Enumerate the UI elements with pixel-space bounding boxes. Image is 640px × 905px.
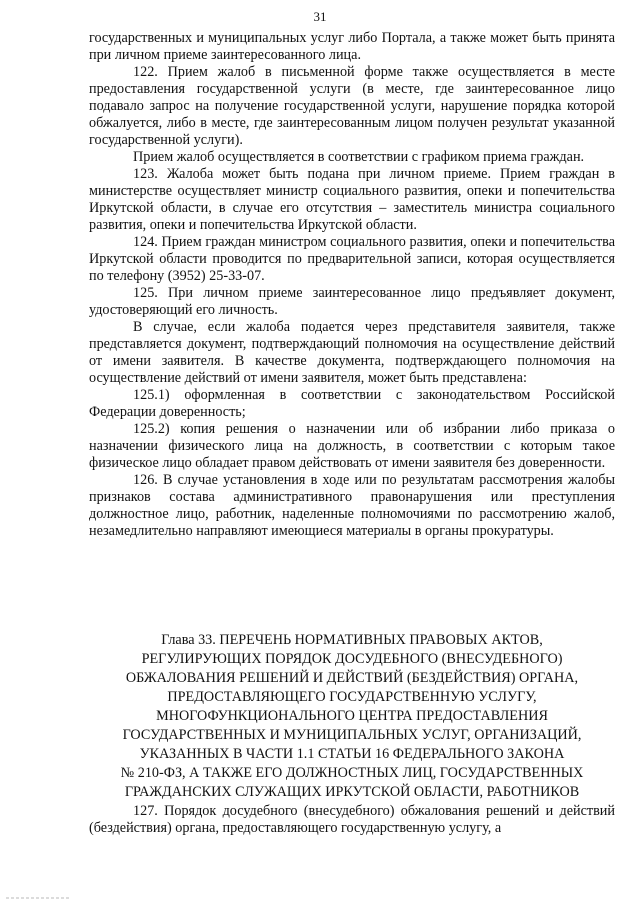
paragraph-representative: В случае, если жалоба подается через представителя заявителя, также представляется документ, подтверждающий полномочия на осуществление действий от имени заявителя. В качестве документа, подтверждающего полномочия на осуществление действий от имени заявителя, может быть представлена:	[89, 319, 615, 386]
paragraph-126: 126. В случае установления в ходе или по результатам рассмотрения жалобы признаков состава административного правонарушения или преступления должностное лицо, работник, наделенные полномочиями по рассмотрению жалоб, незамедлительно направляют имеющиеся материалы в органы прокуратуры.	[89, 472, 615, 539]
final-text	[89, 803, 615, 837]
paragraph-122: 122. Прием жалоб в письменной форме также осуществляется в месте предоставления государственной услуги (в месте, где заинтересованное лицо подавало запрос на получение государственной услуги, нарушение порядка которой обжалуется, либо в месте, где заинтересованным лицом получен результат указанной государственной услуги).	[89, 64, 615, 148]
chapter-heading-line: УКАЗАННЫХ В ЧАСТИ 1.1 СТАТЬИ 16 ФЕДЕРАЛЬНОГО ЗАКОНА	[139, 746, 565, 762]
body-text	[89, 30, 615, 540]
chapter-heading-line: № 210-ФЗ, А ТАКЖЕ ЕГО ДОЛЖНОСТНЫХ ЛИЦ, ГОСУДАРСТВЕННЫХ	[120, 765, 584, 781]
paragraph-123: 123. Жалоба может быть подана при личном приеме. Прием граждан в министерстве осуществляет министр социального развития, опеки и попечительства Иркутской области, в случае его отсутствия – заместитель министра социального развития, опеки и попечительства Иркутской области.	[89, 166, 615, 233]
chapter-heading-line: ГРАЖДАНСКИХ СЛУЖАЩИХ ИРКУТСКОЙ ОБЛАСТИ, РАБОТНИКОВ	[124, 784, 580, 800]
chapter-heading-line: Глава 33. ПЕРЕЧЕНЬ НОРМАТИВНЫХ ПРАВОВЫХ АКТОВ,	[161, 632, 543, 648]
paragraph-125: 125. При личном приеме заинтересованное лицо предъявляет документ, удостоверяющий его личность.	[89, 285, 615, 318]
paragraph-continuation: государственных и муниципальных услуг либо Портала, а также может быть принята при личном приеме заинтересованного лица.	[89, 30, 615, 63]
chapter-heading	[89, 631, 615, 802]
paragraph-125-2: 125.2) копия решения о назначении или об избрании либо приказа о назначении физического лица на должность, в соответствии с которым такое физическое лицо обладает правом действовать от имени заявителя без доверенности.	[89, 421, 615, 471]
chapter-heading-line: ПРЕДОСТАВЛЯЮЩЕГО ГОСУДАРСТВЕННУЮ УСЛУГУ,	[167, 689, 537, 705]
chapter-heading-line: ГОСУДАРСТВЕННЫХ И МУНИЦИПАЛЬНЫХ УСЛУГ, ОРГАНИЗАЦИЙ,	[122, 727, 582, 743]
paragraph-127: 127. Порядок досудебного (внесудебного) обжалования решений и действий (бездействия) органа, предоставляющего государственную услугу, а	[89, 803, 615, 836]
chapter-heading-line: РЕГУЛИРУЮЩИХ ПОРЯДОК ДОСУДЕБНОГО (ВНЕСУДЕБНОГО)	[141, 651, 563, 667]
chapter-heading-line: ОБЖАЛОВАНИЯ РЕШЕНИЙ И ДЕЙСТВИЙ (БЕЗДЕЙСТВИЯ) ОРГАНА,	[125, 670, 579, 686]
page-number: 31	[313, 9, 327, 24]
paragraph-124: 124. Прием граждан министром социального развития, опеки и попечительства Иркутской области проводится по предварительной записи, которая осуществляется по телефону (3952) 25-33-07.	[89, 234, 615, 284]
paragraph-125-1: 125.1) оформленная в соответствии с законодательством Российской Федерации доверенность;	[89, 387, 615, 420]
paragraph-schedule: Прием жалоб осуществляется в соответствии с графиком приема граждан.	[133, 149, 585, 165]
scan-artifact	[0, 896, 640, 900]
chapter-heading-line: МНОГОФУНКЦИОНАЛЬНОГО ЦЕНТРА ПРЕДОСТАВЛЕНИЯ	[156, 708, 548, 724]
